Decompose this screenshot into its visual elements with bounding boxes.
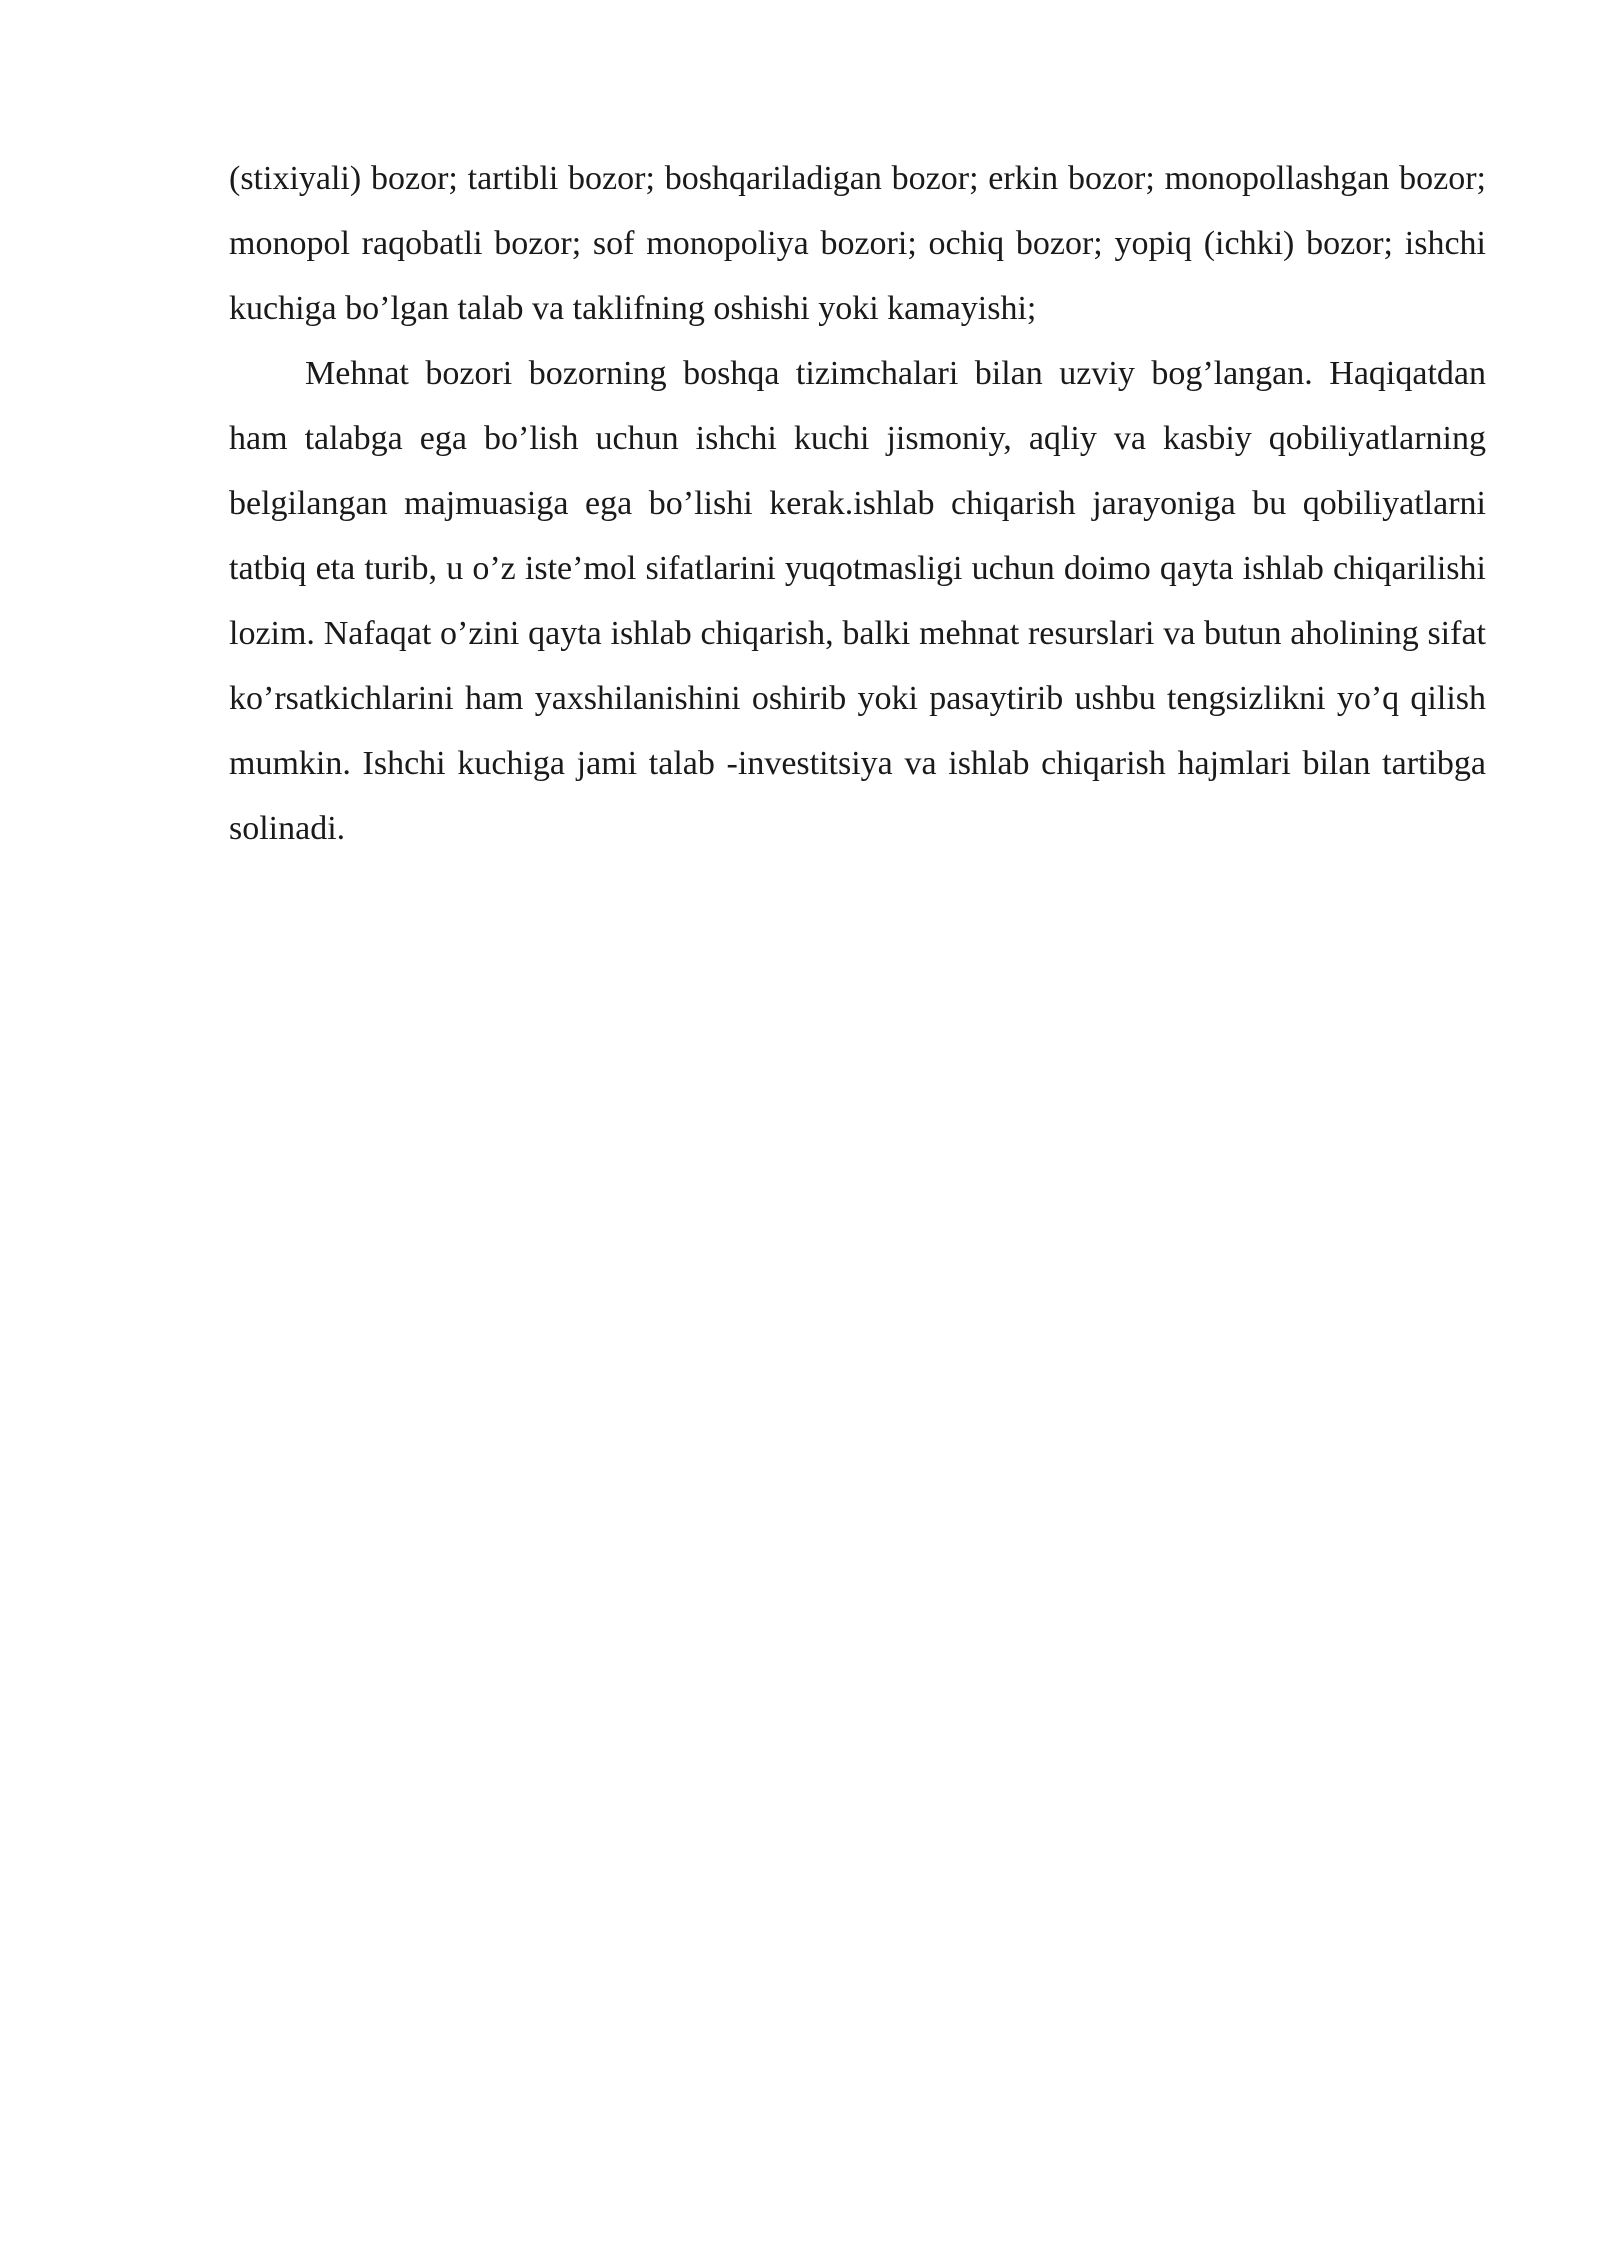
body-text [229, 146, 1486, 861]
paragraph-1: (stixiyali) bozor; tartibli bozor; boshqariladigan bozor; erkin bozor; monopollashgan bozor; monopol raqobatli bozor; sof monopoliya bozori; ochiq bozor; yopiq (ichki) bozor; ishchi kuchiga bo’lgan talab va taklifning oshishi yoki kamayishi; [229, 160, 1486, 327]
paragraph-2: Mehnat bozori bozorning boshqa tizimchalari bilan uzviy bog’langan. Haqiqatdan ham talabga ega bo’lish uchun ishchi kuchi jismoniy, aqliy va kasbiy qobiliyatlarning belgilangan majmuasiga ega bo’lishi kerak.ishlab chiqarish jarayoniga bu qobiliyatlarni tatbiq eta turib, u o’z iste’mol sifatlarini yuqotmasligi uchun doimo qayta ishlab chiqarilishi lozim. Nafaqat o’zini qayta ishlab chiqarish, balki mehnat resurslari va butun aholining sifat ko’rsatkichlarini ham yaxshilanishini oshirib yoki pasaytirib ushbu tengsizlikni yo’q qilish mumkin. Ishchi kuchiga jami talab -investitsiya va ishlab chiqarish hajmlari bilan tartibga solinadi. [229, 355, 1486, 847]
